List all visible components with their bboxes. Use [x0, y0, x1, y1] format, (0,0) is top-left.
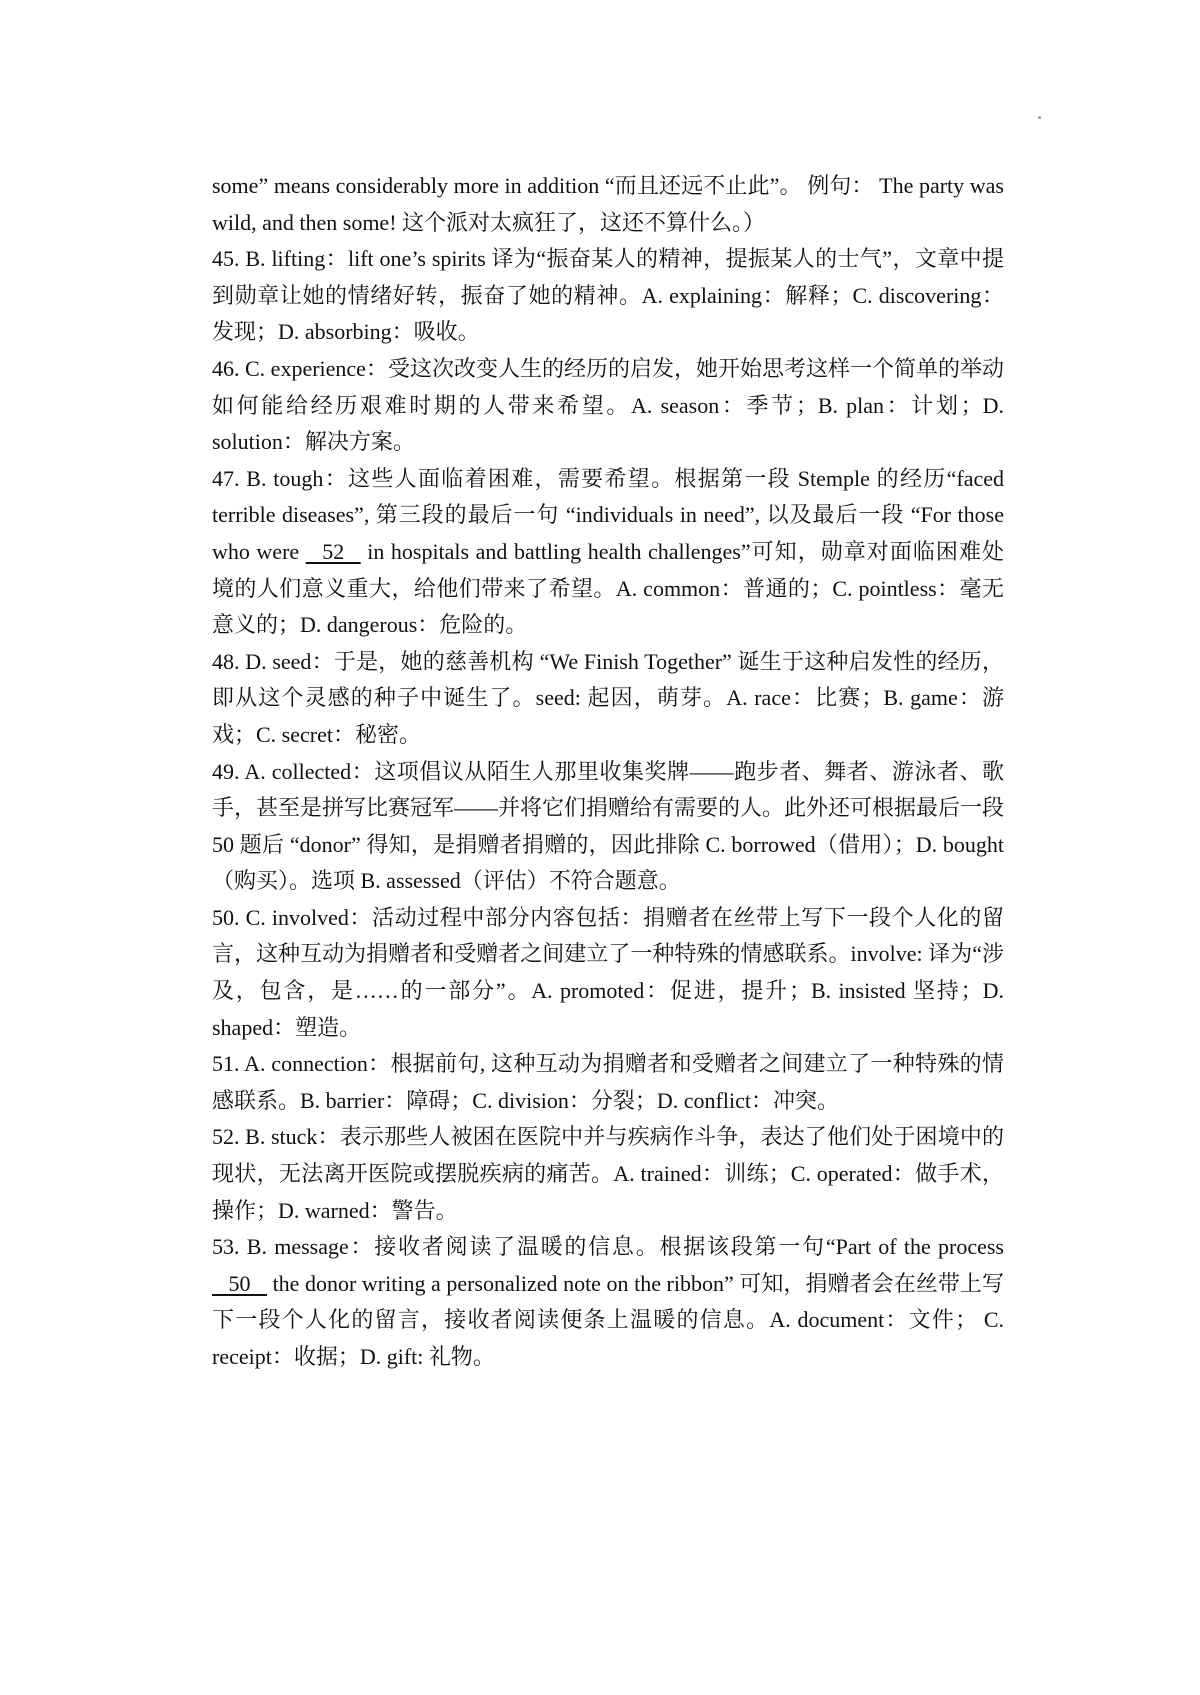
explanation-paragraph: [212, 461, 1004, 644]
explanation-paragraph: 46. C. experience：受这次改变人生的经历的启发，她开始思考这样一个简单的举动如何能给经历艰难时期的人带来希望。A. season：季节；B. plan：计划；D. solution：解决方案。: [212, 355, 1004, 455]
page-mark: [1038, 116, 1041, 119]
answer-explanations: [212, 168, 1004, 1376]
fill-in-blank: 50: [212, 1270, 267, 1296]
explanation-paragraph: 49. A. collected：这项倡议从陌生人那里收集奖牌——跑步者、舞者、游泳者、歌手，甚至是拼写比赛冠军——并将它们捐赠给有需要的人。此外还可根据最后一段 50 题后 “donor” 得知，是捐赠者捐赠的，因此排除 C. borrowed（借用）；D. bought（购买）。选项 B. assessed（评估）不符合题意。: [212, 758, 1005, 894]
paragraph-text-before: 53. B. message：接收者阅读了温暖的信息。根据该段第一句“Part of the process: [212, 1234, 1004, 1260]
explanation-paragraph: 48. D. seed：于是，她的慈善机构 “We Finish Together” 诞生于这种启发性的经历，即从这个灵感的种子中诞生了。seed: 起因，萌芽。A. race：比赛；B. game：游戏；C. secret：秘密。: [212, 648, 1004, 747]
explanation-paragraph: 51. A. connection：根据前句, 这种互动为捐赠者和受赠者之间建立了一种特殊的情感联系。B. barrier：障碍；C. division：分裂；D. conflict：冲突。: [212, 1051, 1004, 1113]
explanation-paragraph: 45. B. lifting：lift one’s spirits 译为“振奋某人的精神，提振某人的士气”，文章中提到勋章让她的情绪好转，振奋了她的精神。A. explaining：解释；C. discovering：发现；D. absorbing：吸收。: [212, 246, 1004, 345]
explanation-paragraph: [212, 1229, 1004, 1375]
explanation-paragraph: 50. C. involved：活动过程中部分内容包括：捐赠者在丝带上写下一段个人化的留言，这种互动为捐赠者和受赠者之间建立了一种特殊的情感联系。involve: 译为“涉及，包含，是……的一部分”。A. promoted：促进，提升；B. insisted 坚持；D. shaped：塑造。: [212, 904, 1004, 1040]
paragraph-text-before: 47. B. tough：这些人面临着困难，需要希望。根据第一段 Stemple 的经历“faced terrible diseases”, 第三段的最后一句 “individuals in need”, 以及最后一段 “For those who were: [212, 465, 1004, 564]
explanation-paragraph: some” means considerably more in addition “而且还远不止此”。 例句： The party was wild, and then some! 这个派对太疯狂了，这还不算什么。）: [212, 173, 1004, 235]
paragraph-text-after: in hospitals and battling health challenges”可知，勋章对面临困难处境的人们意义重大，给他们带来了希望。A. common：普通的；C. pointless：毫无意义的；D. dangerous：危险的。: [212, 538, 1004, 638]
fill-in-blank: 52: [305, 538, 361, 564]
paragraph-text-after: the donor writing a personalized note on the ribbon” 可知，捐赠者会在丝带上写下一段个人化的留言，接收者阅读便条上温暖的信息。A. document：文件； C. receipt：收据；D. gift: 礼物。: [212, 1270, 1004, 1369]
explanation-paragraph: 52. B. stuck：表示那些人被困在医院中并与疾病作斗争，表达了他们处于困境中的现状，无法离开医院或摆脱疾病的痛苦。A. trained：训练；C. operated：做手术，操作；D. warned：警告。: [212, 1124, 1004, 1223]
